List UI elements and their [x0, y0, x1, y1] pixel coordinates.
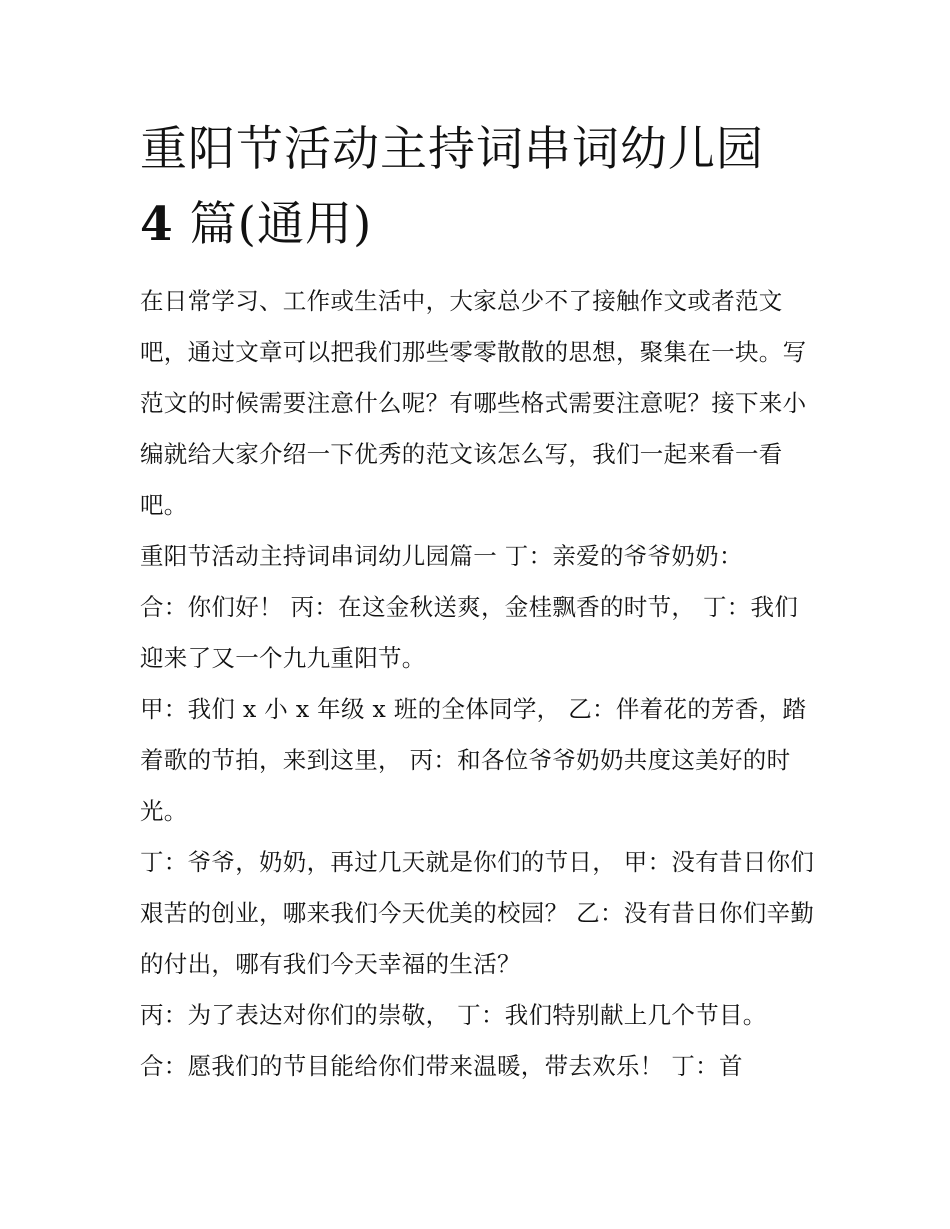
body-paragraph: 合：愿我们的节目能给你们带来温暖，带去欢乐！ 丁：首 [140, 1052, 743, 1080]
title-number: 4 [140, 197, 174, 252]
title-line-1: 重阳节活动主持词串词幼儿园 [140, 122, 764, 177]
body-paragraph: 丁：爷爷，奶奶，再过几天就是你们的节日， 甲：没有昔日你们艰苦的创业，哪来我们今天优美的校园？ 乙：没有昔日你们辛勤的付出，哪有我们今天幸福的生活？ [140, 848, 815, 978]
body-paragraph: 丙：为了表达对你们的崇敬， 丁：我们特别献上几个节目。 [140, 1001, 767, 1029]
title-suffix: 篇(通用) [173, 197, 373, 252]
document-page [140, 112, 820, 1092]
document-title [140, 112, 820, 262]
body-paragraph: 重阳节活动主持词串词幼儿园篇一 丁：亲爱的爷爷奶奶： [140, 542, 743, 570]
body-paragraph: 甲：我们 x 小 x 年级 x 班的全体同学， 乙：伴着花的芳香，踏着歌的节拍，来到这里， 丙：和各位爷爷奶奶共度这美好的时光。 [140, 695, 807, 825]
body-paragraph: 合：你们好！ 丙：在这金秋送爽，金桂飘香的时节， 丁：我们迎来了又一个九九重阳节。 [140, 593, 799, 672]
intro-paragraph: 在日常学习、工作或生活中，大家总少不了接触作文或者范文吧，通过文章可以把我们那些零零散散的思想，聚集在一块。写范文的时候需要注意什么呢？有哪些格式需要注意呢？接下来小编就给大家介绍一下优秀的范文该怎么写，我们一起来看一看吧。 [140, 287, 807, 519]
